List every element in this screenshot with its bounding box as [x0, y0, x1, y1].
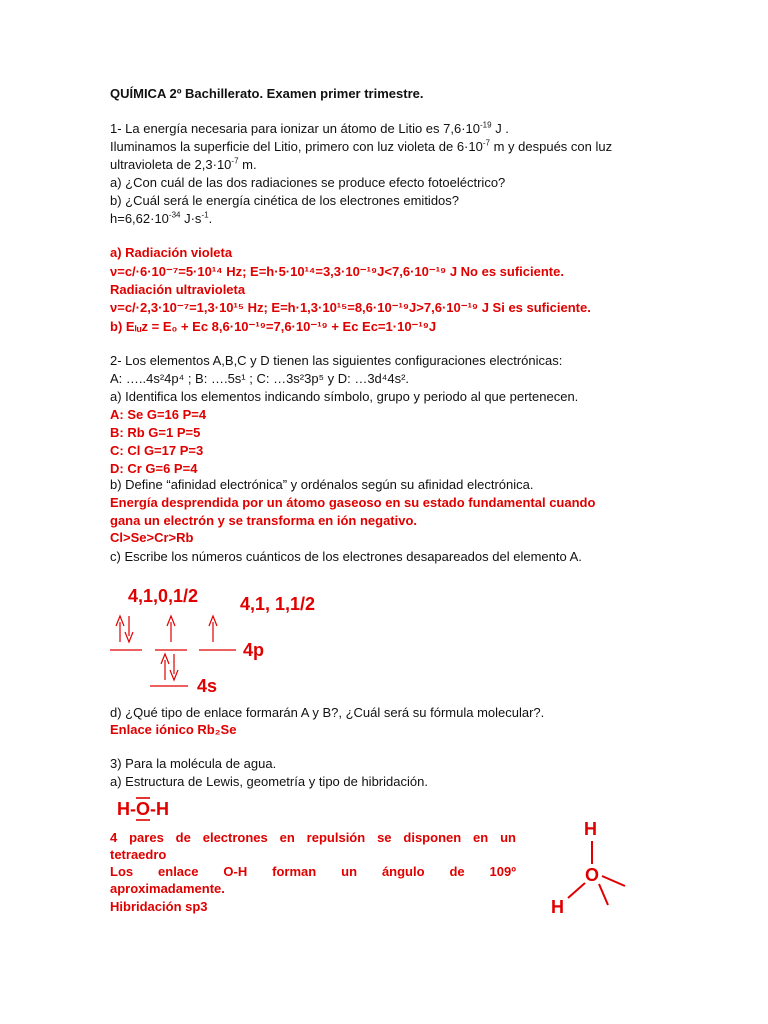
water-o: O — [585, 865, 600, 885]
orbital-label-4s: 4s — [197, 676, 218, 696]
up-arrow-icon — [209, 616, 217, 642]
ans3-line-2: tetraedro — [110, 847, 167, 862]
ans2-definition-2: gana un electrón y se transforma en ión negativo. — [110, 513, 418, 528]
q1-uv-line: ultravioleta de $2,3\cdot 10^{-7}$ m. — [110, 156, 257, 172]
q1-light-line: Iluminamos la superficie del Litio, primero con luz violeta de $6\cdot 10^{-7}$ m y después con luz — [110, 138, 613, 154]
ans2-A: A: Se G=16 P=4 — [110, 407, 207, 422]
ans3-line-4: aproximadamente. — [110, 881, 225, 896]
ans2-C: C: Cl G=17 P=3 — [110, 443, 204, 458]
ans2-bond: Enlace iónico Rb₂Se — [110, 722, 237, 737]
orbital-label-4p: 4p — [243, 640, 265, 660]
q2-part-d: d) ¿Qué tipo de enlace formarán A y B?, ¿Cuál será su fórmula molecular?. — [110, 705, 545, 720]
down-arrow-icon — [170, 654, 178, 680]
q3-part-a: a) Estructura de Lewis, geometría y tipo de hibridación. — [110, 774, 428, 789]
lewis-structure: H-O-H — [117, 799, 169, 819]
q2-part-c: c) Escribe los números cuánticos de los electrones desapareados del elemento A. — [110, 549, 582, 564]
water-h-bottom: H — [551, 897, 564, 917]
ans3-line-3: Los enlace O-H forman un ángulo de 109º — [110, 864, 516, 879]
ans2-definition-1: Energía desprendida por un átomo gaseoso en su estado fundamental cuando — [110, 495, 596, 510]
q2-part-b: b) Define “afinidad electrónica” y ordénalos según su afinidad electrónica. — [110, 477, 534, 492]
q1-statement: 1- La energía necesaria para ionizar un átomo de Litio es $7,6\cdot 10^{-19}$ J . — [110, 120, 509, 136]
ans3-hybridization: Hibridación sp3 — [110, 899, 208, 914]
ans2-B: B: Rb G=1 P=5 — [110, 425, 201, 440]
q2-intro: 2- Los elementos A,B,C y D tienen las siguientes configuraciones electrónicas: — [110, 353, 563, 368]
ans3-line-1: 4 pares de electrones en repulsión se disponen en un — [110, 830, 516, 845]
quantum-numbers-1: 4,1,0,1/2 — [128, 586, 199, 606]
up-arrow-icon — [161, 654, 169, 680]
water-h-top: H — [584, 819, 597, 839]
q1-part-b: b) ¿Cuál será le energía cinética de los electrones emitidos? — [110, 193, 460, 208]
quantum-numbers-2: 4,1, 1,1/2 — [240, 594, 316, 614]
up-arrow-icon — [116, 616, 124, 642]
exam-title: QUÍMICA 2º Bachillerato. Examen primer trimestre. — [110, 86, 424, 101]
q2-part-a: a) Identifica los elementos indicando símbolo, grupo y periodo al que pertenecen. — [110, 389, 579, 404]
ans1-violet-calc: ν=c/·6·10⁻⁷=5·10¹⁴ Hz; E=h·5·10¹⁴=3,3·10⁻¹⁹J<7,6·10⁻¹⁹ J No es suficiente. — [110, 264, 564, 279]
q2-configs: A: …..4s²4p⁴ ; B: ….5s¹ ; C: …3s²3p⁵ y D: …3d⁴4s². — [110, 371, 410, 386]
ans1-violet-title: a) Radiación violeta — [110, 245, 233, 260]
down-arrow-icon — [125, 616, 133, 642]
ans1-kinetic-energy: b) Eₗᵤz = E₀ + Ec 8,6·10⁻¹⁹=7,6·10⁻¹⁹ + Ec Ec=1·10⁻¹⁹J — [110, 319, 437, 334]
ans2-D: D: Cr G=6 P=4 — [110, 461, 198, 476]
planck-constant: $h=6,62\cdot 10^{-34}$ $J\cdot s^{-1}$. — [110, 210, 213, 226]
ans1-uv-title: Radiación ultravioleta — [110, 282, 246, 297]
ans1-uv-calc: ν=c/·2,3·10⁻⁷=1,3·10¹⁵ Hz; E=h·1,3·10¹⁵=8,6·10⁻¹⁹J>7,6·10⁻¹⁹ J Si es suficiente. — [110, 300, 591, 315]
q3-intro: 3) Para la molécula de agua. — [110, 756, 277, 771]
up-arrow-icon — [167, 616, 175, 642]
ans2-order: Cl>Se>Cr>Rb — [110, 530, 194, 545]
q1-part-a: a) ¿Con cuál de las dos radiaciones se produce efecto fotoeléctrico? — [110, 175, 506, 190]
